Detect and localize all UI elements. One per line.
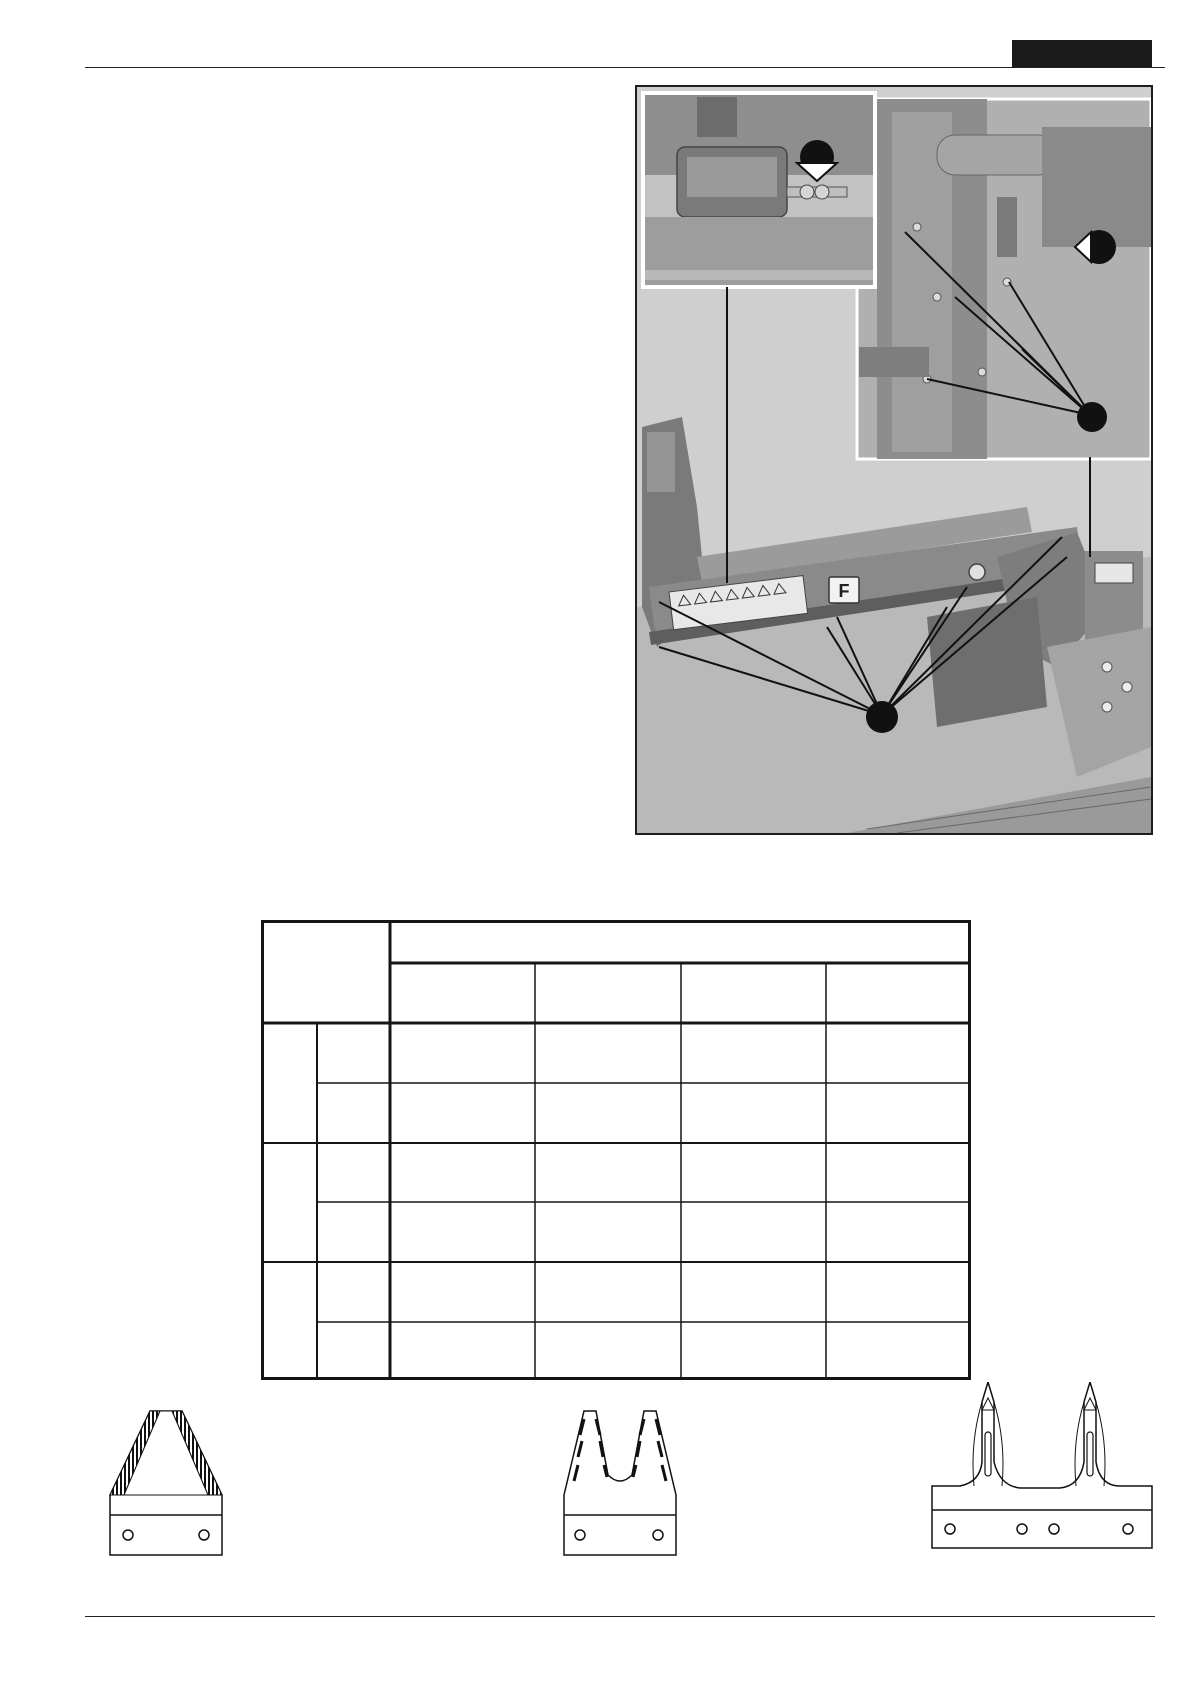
header-chapter-tab (1012, 40, 1152, 68)
header-rule (85, 67, 1165, 68)
blade-double-guard (930, 1382, 1154, 1550)
specification-table (261, 920, 971, 1380)
specification-table-grid (264, 923, 968, 1377)
detail-inset-top-left (643, 93, 875, 287)
machine-photo (637, 87, 1151, 833)
callout-marker-fasteners-lower (866, 701, 898, 733)
machine-photo-figure (635, 85, 1153, 835)
f-decal-letter: F (838, 581, 850, 601)
footer-rule (85, 1616, 1155, 1617)
detail-inset-right (857, 99, 1151, 459)
callout-marker-fasteners-upper (1077, 402, 1107, 432)
blade-double-tooth (560, 1405, 680, 1557)
blade-serrated-triangular (108, 1405, 228, 1557)
